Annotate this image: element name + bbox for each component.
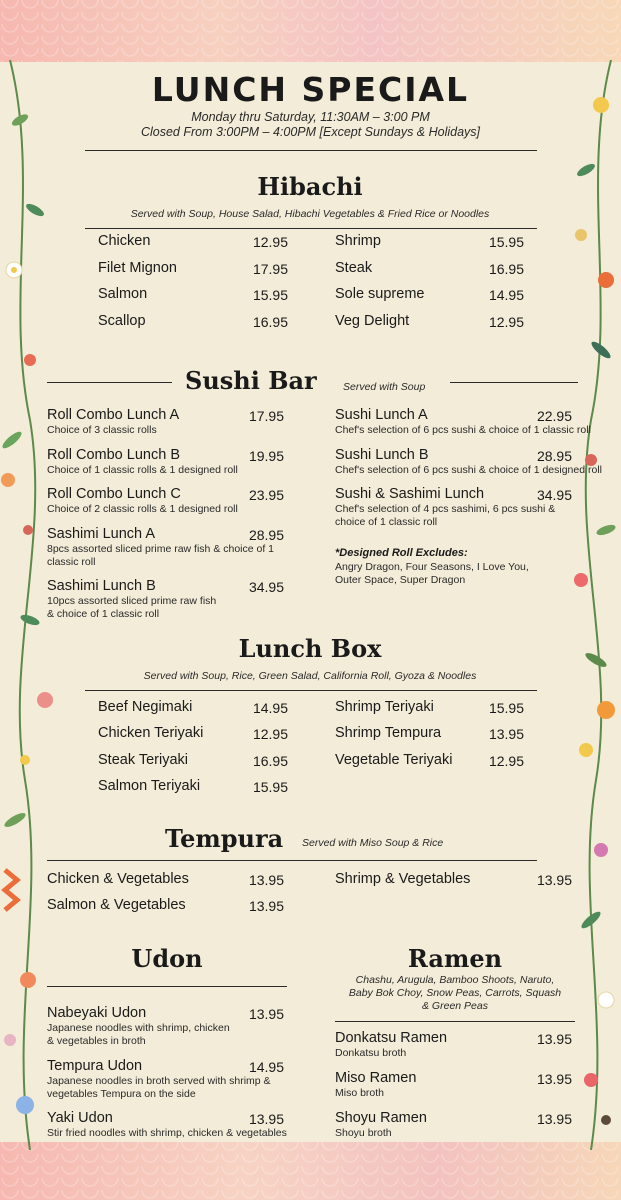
designed-roll-note: Angry Dragon, Four Seasons, I Love You, [335,561,529,573]
menu-item-description: 8pcs assorted sliced prime raw fish & choice of 1 [47,543,275,555]
menu-item-price: 15.95 [252,779,288,795]
menu-item-description: & choice of 1 classic roll [47,608,160,620]
menu-item-name: Sushi Lunch B [335,447,429,463]
menu-item-price: 12.95 [488,753,524,769]
menu-item-price: 13.95 [536,1111,572,1127]
menu-item-name: Beef Negimaki [98,699,193,715]
menu-item-price: 28.95 [536,448,572,464]
menu-item-name: Sole supreme [335,286,425,302]
menu-item-name: Sashimi Lunch A [47,526,156,542]
menu-item-price: 13.95 [536,1071,572,1087]
menu-item-price: 15.95 [488,700,524,716]
menu-item-price: 34.95 [536,487,572,503]
menu-item-description: 10pcs assorted sliced prime raw fish [47,595,217,607]
menu-item-price: 17.95 [248,408,284,424]
ramen-subtitle: & Green Peas [422,1000,488,1012]
header-divider [85,150,537,151]
menu-item-description: Choice of 3 classic rolls [47,424,157,436]
menu-item-price: 12.95 [252,234,288,250]
menu-item-price: 15.95 [488,234,524,250]
menu-item-description: Donkatsu broth [335,1047,407,1059]
sushi-right-divider [450,382,578,383]
closed-hours-text: Closed From 3:00PM – 4:00PM [Except Sundays & Holidays] [140,125,481,139]
menu-item-name: Chicken Teriyaki [98,725,204,741]
menu-item-price: 14.95 [248,1059,284,1075]
udon-title: Udon [131,944,203,973]
menu-item-name: Shrimp Teriyaki [335,699,434,715]
menu-item-name: Shoyu Ramen [335,1110,427,1126]
menu-item-price: 16.95 [252,314,288,330]
menu-item-price: 15.95 [252,287,288,303]
designed-roll-note-title: *Designed Roll Excludes: [335,547,468,559]
menu-item-name: Chicken [98,233,151,249]
top-wave-pattern [0,0,621,62]
menu-item-price: 12.95 [488,314,524,330]
menu-item-price: 16.95 [252,753,288,769]
menu-item-price: 14.95 [488,287,524,303]
menu-item-description: Miso broth [335,1087,385,1099]
menu-item-price: 22.95 [536,408,572,424]
ramen-title: Ramen [407,944,503,973]
menu-item-name: Nabeyaki Udon [47,1005,147,1021]
menu-item-name: Sushi & Sashimi Lunch [335,486,485,502]
menu-item-price: 13.95 [248,872,284,888]
hibachi-divider [85,228,537,229]
lunch-box-subtitle: Served with Soup, Rice, Green Salad, California Roll, Gyoza & Noodles [143,670,477,682]
menu-item-price: 13.95 [248,1111,284,1127]
sushi-bar-title: Sushi Bar [185,366,317,395]
menu-item-name: Salmon [98,286,148,302]
menu-item-price: 13.95 [248,1006,284,1022]
menu-item-name: Miso Ramen [335,1070,417,1086]
tempura-subtitle: Served with Miso Soup & Rice [302,837,444,849]
ramen-divider [335,1021,575,1022]
menu-item-price: 16.95 [488,261,524,277]
menu-item-price: 23.95 [248,487,284,503]
menu-item-description: vegetables Tempura on the side [47,1088,196,1100]
menu-item-name: Shrimp & Vegetables [335,871,471,887]
menu-item-name: Chicken & Vegetables [47,871,189,887]
menu-item-name: Tempura Udon [47,1058,143,1074]
ramen-subtitle: Baby Bok Choy, Snow Peas, Carrots, Squash [348,987,562,999]
menu-item-name: Steak [335,260,373,276]
menu-item-description: choice of 1 classic roll [335,516,438,528]
bottom-wave-pattern [0,1142,621,1200]
tempura-title: Tempura [165,824,284,853]
menu-item-name: Yaki Udon [47,1110,113,1126]
menu-item-description: Japanese noodles in broth served with shrimp & [47,1075,271,1087]
menu-item-price: 13.95 [488,726,524,742]
menu-item-price: 12.95 [252,726,288,742]
menu-item-description: Chef's selection of 6 pcs sushi & choice of 1 designed roll [335,464,602,476]
lunch-box-title: Lunch Box [238,634,382,663]
udon-divider [47,986,287,987]
menu-item-description: Chef's selection of 4 pcs sashimi, 6 pcs sushi & [335,503,556,515]
menu-item-name: Roll Combo Lunch B [47,447,180,463]
menu-item-description: classic roll [47,556,96,568]
menu-item-price: 14.95 [252,700,288,716]
menu-item-name: Sashimi Lunch B [47,578,156,594]
menu-item-name: Salmon Teriyaki [98,778,201,794]
menu-item-name: Roll Combo Lunch C [47,486,181,502]
hours-text: Monday thru Saturday, 11:30AM – 3:00 PM [191,110,430,124]
menu-item-name: Vegetable Teriyaki [335,752,453,768]
menu-item-name: Donkatsu Ramen [335,1030,448,1046]
menu-item-name: Roll Combo Lunch A [47,407,180,423]
menu-item-price: 19.95 [248,448,284,464]
ramen-subtitle: Chashu, Arugula, Bamboo Shoots, Naruto, [355,974,555,986]
designed-roll-note: Outer Space, Super Dragon [335,574,466,586]
menu-item-price: 13.95 [536,1031,572,1047]
menu-item-name: Veg Delight [335,313,410,329]
menu-item-name: Scallop [98,313,146,329]
menu-item-name: Filet Mignon [98,260,177,276]
menu-item-name: Shrimp [335,233,381,249]
menu-item-description: Shoyu broth [335,1127,392,1139]
sushi-bar-subtitle: Served with Soup [343,381,426,393]
menu-item-price: 13.95 [248,898,284,914]
menu-item-description: Chef's selection of 6 pcs sushi & choice of 1 classic roll [335,424,591,436]
menu-item-description: Stir fried noodles with shrimp, chicken & vegetables [47,1127,287,1139]
menu-item-name: Steak Teriyaki [98,752,188,768]
menu-item-price: 13.95 [536,872,572,888]
tempura-divider [47,860,537,861]
menu-item-price: 17.95 [252,261,288,277]
menu-item-price: 34.95 [248,579,284,595]
menu-item-description: Choice of 2 classic rolls & 1 designed roll [47,503,238,515]
hibachi-subtitle: Served with Soup, House Salad, Hibachi Vegetables & Fried Rice or Noodles [130,208,490,220]
menu-item-description: Japanese noodles with shrimp, chicken [47,1022,230,1034]
hibachi-title: Hibachi [257,172,363,201]
lunch-box-divider [85,690,537,691]
page-title: LUNCH SPECIAL [151,70,470,109]
menu-item-description: & vegetables in broth [47,1035,146,1047]
sushi-left-divider [47,382,172,383]
menu-item-name: Shrimp Tempura [335,725,442,741]
menu-item-price: 28.95 [248,527,284,543]
menu-item-name: Sushi Lunch A [335,407,428,423]
menu-item-name: Salmon & Vegetables [47,897,186,913]
menu-item-description: Choice of 1 classic rolls & 1 designed roll [47,464,238,476]
